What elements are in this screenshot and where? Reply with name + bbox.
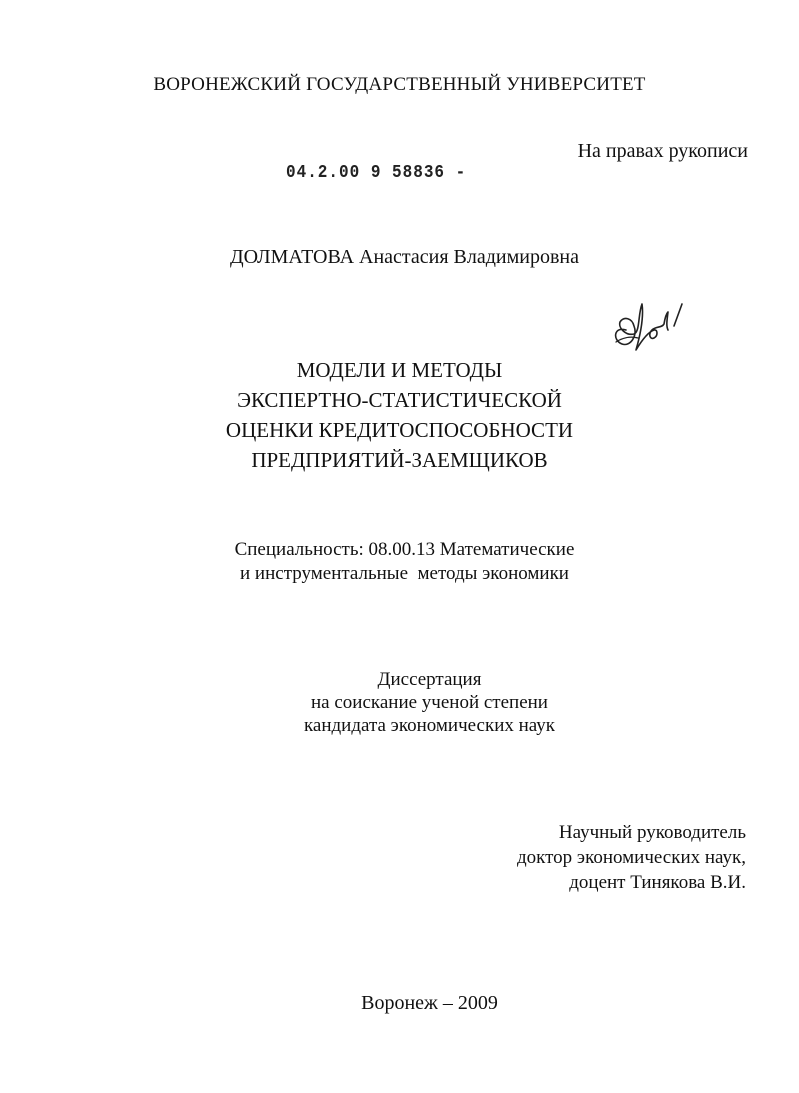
handwritten-signature-icon: [608, 296, 690, 356]
title-line-3: ОЦЕНКИ КРЕДИТОСПОСОБНОСТИ: [225, 418, 574, 442]
catalog-number-stamp: 04.2.00 9 58836 -: [286, 162, 467, 183]
city-year: Воронеж – 2009: [361, 992, 498, 1014]
university-name: ВОРОНЕЖСКИЙ ГОСУДАРСТВЕННЫЙ УНИВЕРСИТЕТ: [153, 74, 646, 95]
title-line-2: ЭКСПЕРТНО-СТАТИСТИЧЕСКОЙ: [237, 388, 562, 412]
title-line-4: ПРЕДПРИЯТИЙ-ЗАЕМЩИКОВ: [251, 448, 548, 472]
supervisor-line-2: доктор экономических наук,: [516, 847, 746, 868]
supervisor-line-1: Научный руководитель: [558, 822, 746, 843]
author-name: ДОЛМАТОВА Анастасия Владимировна: [229, 246, 580, 268]
dissertation-line-1: Диссертация: [377, 669, 482, 690]
supervisor-line-3: доцент Тинякова В.И.: [569, 872, 746, 893]
title-line-1: МОДЕЛИ И МЕТОДЫ: [296, 358, 503, 382]
dissertation-title: [0, 355, 799, 475]
manuscript-note: На правах рукописи: [577, 140, 748, 162]
supervisor-block: [517, 820, 746, 895]
dissertation-degree-block: [0, 668, 799, 737]
dissertation-line-3: кандидата экономических наук: [303, 715, 556, 736]
specialty-block: [0, 538, 799, 586]
dissertation-line-2: на соискание ученой степени: [311, 692, 548, 713]
specialty-line-2: и инструментальные методы экономики: [240, 563, 569, 584]
specialty-line-1: Специальность: 08.00.13 Математические: [234, 539, 575, 560]
